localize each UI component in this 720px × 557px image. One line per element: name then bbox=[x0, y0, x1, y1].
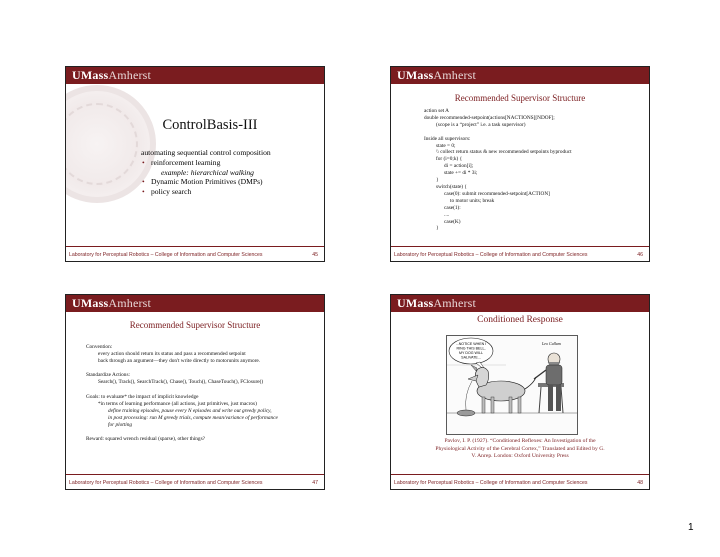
speech-line: ...NOTICE WHEN I bbox=[455, 342, 487, 346]
text-line: di = action[i]; bbox=[444, 163, 474, 170]
bullet-item: • Dynamic Motion Primitives (DMPs) bbox=[141, 177, 271, 187]
slide-number: 47 bbox=[312, 480, 318, 486]
slide-banner bbox=[66, 67, 324, 84]
text-line: Reward: squared wrench residual (sparse), other things? bbox=[86, 436, 205, 443]
text-line: (scope is a “project” i.e. a task supervisor) bbox=[436, 121, 526, 128]
text-block bbox=[86, 344, 278, 443]
slide-banner bbox=[391, 295, 649, 312]
umass-logo: UMassAmherst bbox=[72, 296, 152, 310]
text-line: case(1): bbox=[444, 204, 461, 211]
speech-line: SALIVATE... bbox=[461, 355, 481, 360]
slide-footer: Laboratory for Perceptual Robotics – College of Information and Computer Sciences bbox=[69, 252, 263, 258]
text-line: state += di * 3i; bbox=[444, 170, 478, 177]
text-line: Goals: to evaluate* the impact of implicit knowledge bbox=[86, 393, 199, 400]
text-line: Inside all supervisors: bbox=[424, 135, 471, 142]
text-line: Standardize Actions: bbox=[86, 372, 130, 379]
text-line: double recommended-setpoint(actions[NACTIONS][NDOF]; bbox=[424, 114, 555, 121]
slide-footer: Laboratory for Perceptual Robotics – College of Information and Computer Sciences bbox=[69, 480, 263, 486]
slide-number: 46 bbox=[637, 252, 643, 258]
text-line: every action should return its status and pass a recommended setpoint bbox=[98, 351, 246, 358]
text-line bbox=[86, 387, 278, 394]
bullet-item: • policy search bbox=[141, 187, 271, 197]
slide-banner bbox=[391, 67, 649, 84]
slide-number: 45 bbox=[312, 252, 318, 258]
slide-body bbox=[141, 148, 271, 197]
slide-footer: Laboratory for Perceptual Robotics – College of Information and Computer Sciences bbox=[394, 252, 588, 258]
figure-caption bbox=[395, 438, 645, 461]
slide-title: Recommended Supervisor Structure bbox=[129, 320, 261, 330]
handout-page-number: 1 bbox=[688, 522, 694, 533]
footer-rule bbox=[391, 474, 649, 475]
footer-rule bbox=[66, 474, 324, 475]
text-line: Search(), Track(), SearchTrack(), Chase(), Touch(), ChaseTouch(), FClosure() bbox=[98, 379, 264, 386]
caption-line: Physiological Activity of the Cerebral Cortex,” Translated and Edited by G. bbox=[435, 445, 605, 452]
slide-title: Recommended Supervisor Structure bbox=[454, 93, 586, 103]
text-line: } bbox=[436, 177, 439, 184]
umass-logo: UMassAmherst bbox=[72, 68, 152, 82]
umass-logo: UMassAmherst bbox=[397, 296, 477, 310]
text-line bbox=[424, 129, 572, 136]
text-line: \\ collect return status & new recommended setpoints byproduct bbox=[436, 149, 572, 156]
footer-rule bbox=[391, 246, 649, 247]
slide-number: 48 bbox=[637, 480, 643, 486]
text-line: for plotting bbox=[108, 422, 132, 429]
pavlov-dog-cartoon bbox=[446, 335, 578, 435]
text-line: back through an argument—they don't write directly to motorunits anymore. bbox=[98, 358, 261, 365]
slide-footer: Laboratory for Perceptual Robotics – College of Information and Computer Sciences bbox=[394, 480, 588, 486]
text-line: Convention: bbox=[86, 344, 113, 350]
text-line: state = 0; bbox=[436, 142, 456, 149]
bullet-item: • reinforcement learning bbox=[141, 158, 271, 168]
slide-45 bbox=[65, 66, 325, 262]
slide-title: Conditioned Response bbox=[477, 315, 563, 325]
text-line: to motor units; break bbox=[450, 197, 495, 204]
code-listing bbox=[424, 108, 572, 232]
footer-rule bbox=[66, 246, 324, 247]
text-line: define training episodes, pause every N episodes and write out greedy policy, bbox=[108, 407, 272, 414]
text-line: case(0): submit recommended-setpoint[ACTION] bbox=[444, 190, 550, 197]
text-line: action set A bbox=[424, 108, 450, 114]
text-line: switch(state) { bbox=[436, 183, 467, 190]
speech-line: MY DOG WILL bbox=[459, 351, 483, 355]
slide-46 bbox=[390, 66, 650, 262]
caption-line: V. Anrep. London: Oxford University Press bbox=[471, 453, 569, 460]
text-line: *in terms of learning performance (all actions, just primitives, just macros) bbox=[98, 400, 257, 407]
cartoon-signature: Leo Cullum bbox=[542, 341, 561, 346]
speech-line: RING THIS BELL, bbox=[456, 346, 486, 351]
slide-47 bbox=[65, 294, 325, 490]
body-line: automating sequential control composition bbox=[141, 148, 271, 157]
text-line: for (i=0;k) { bbox=[436, 156, 463, 163]
text-line bbox=[86, 365, 278, 372]
text-line: in post processing: run M greedy trials, compute mean/variance of performance bbox=[108, 414, 278, 421]
slide-title: ControlBasis-III bbox=[162, 117, 258, 133]
text-line: } bbox=[436, 225, 439, 232]
caption-line: Pavlov, I. P. (1927). “Conditioned Reflexes: An Investigation of the bbox=[444, 438, 596, 444]
text-line: .... bbox=[444, 211, 450, 218]
slide-banner bbox=[66, 295, 324, 312]
umass-logo: UMassAmherst bbox=[397, 68, 477, 82]
slide-48 bbox=[390, 294, 650, 490]
sub-item: example: hierarchical walking bbox=[161, 167, 254, 177]
text-line: case(K) bbox=[444, 218, 461, 225]
